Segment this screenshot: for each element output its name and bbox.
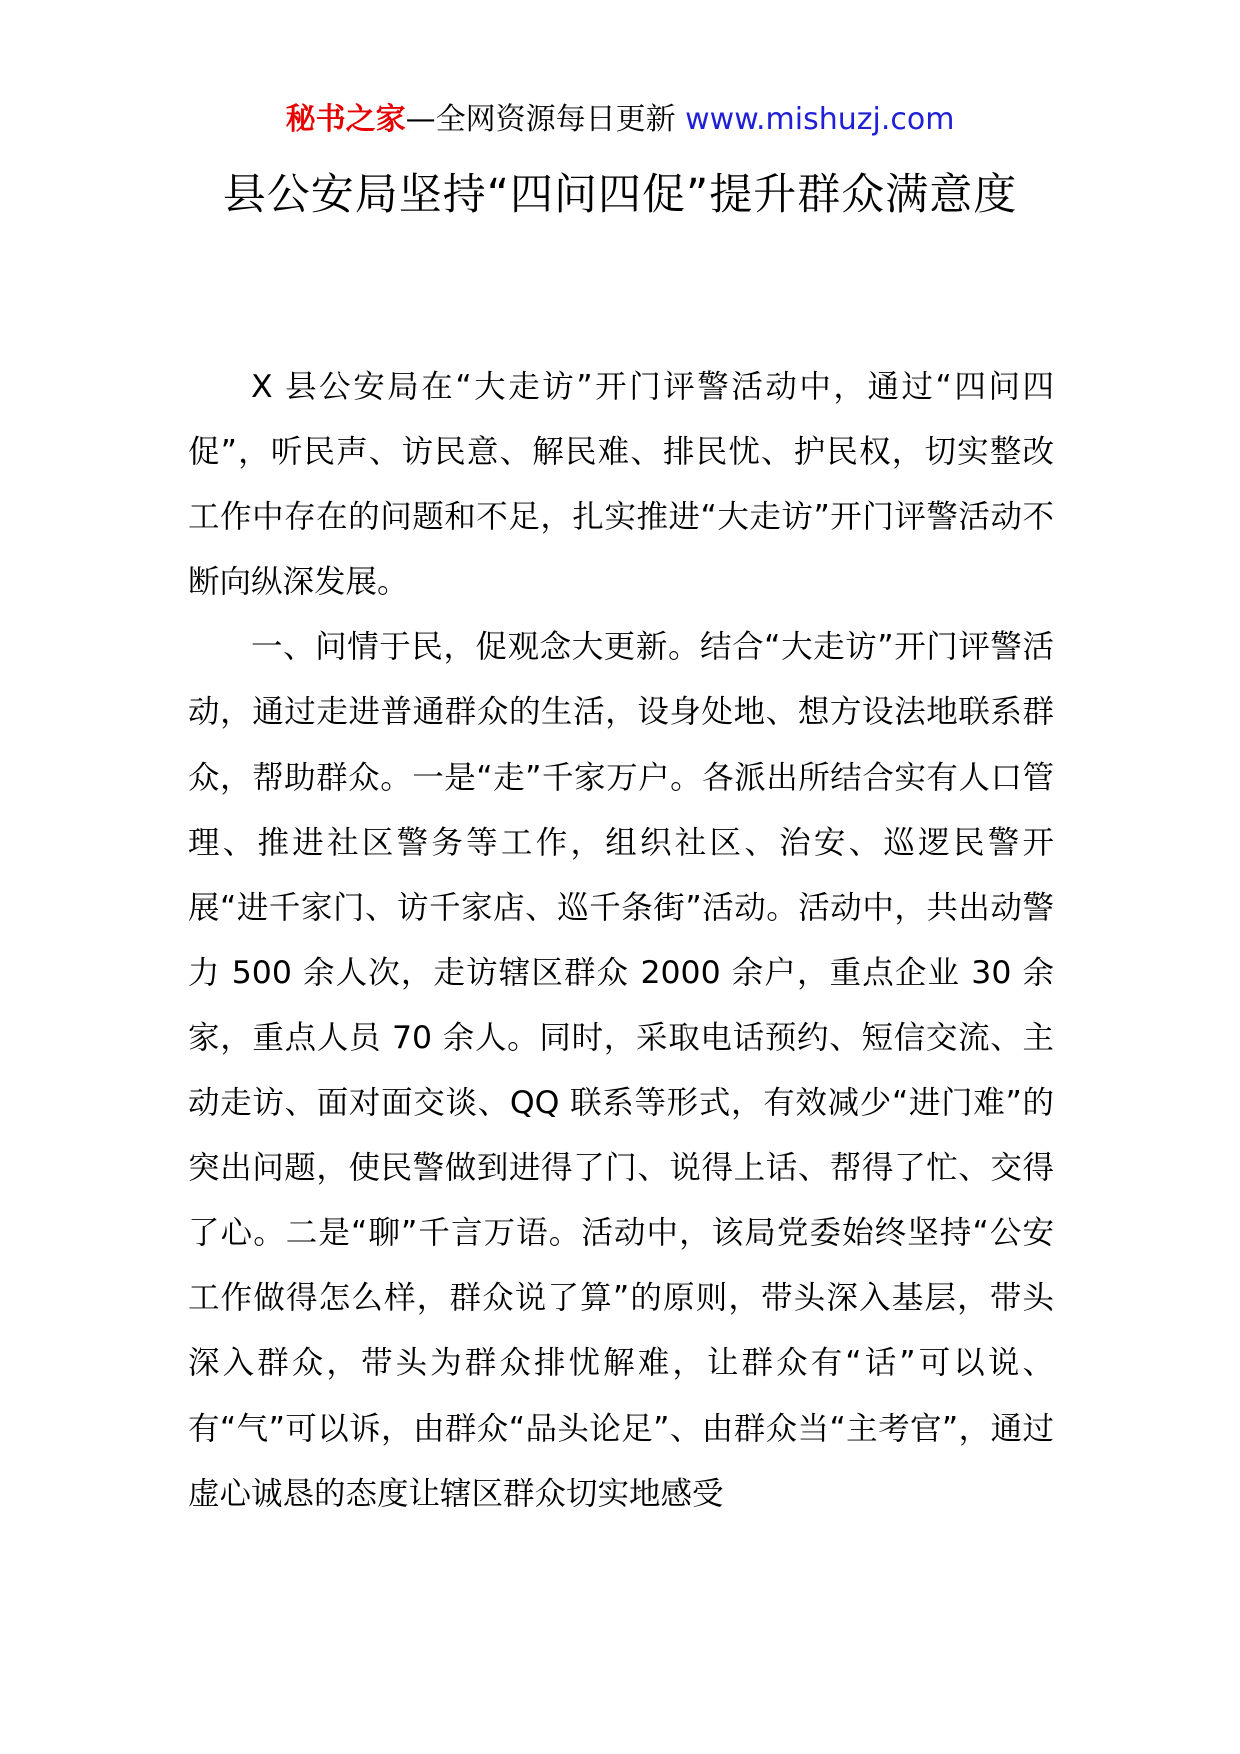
document-title: 县公安局坚持“四问四促”提升群众满意度 <box>222 170 1018 220</box>
paragraph-intro: X 县公安局在“大走访”开门评警活动中，通过“四问四促”，听民声、访民意、解民难、排民忧、护民权，切实整改工作中存在的问题和不足，扎实推进“大走访”开门评警活动不断向纵深发展。 <box>188 369 1054 601</box>
document-body <box>188 355 1054 1527</box>
header-site-link[interactable]: www.mishuzj.com <box>685 102 955 137</box>
header-slogan: —全网资源每日更新 <box>405 102 686 137</box>
header-brand: 秘书之家 <box>285 102 406 137</box>
paragraph-section-one: 一、问情于民，促观念大更新。结合“大走访”开门评警活动，通过走进普通群众的生活，设身处地、想方设法地联系群众，帮助群众。一是“走”千家万户。各派出所结合实有人口管理、推进社区警务等工作，组织社区、治安、巡逻民警开展“进千家门、访千家店、巡千条街”活动。活动中，共出动警力 500 余人次，走访辖区群众 2000 余户，重点企业 30 余家，重点人员 70 余人。同时，采取电话预约、短信交流、主动走访、面对面交谈、QQ 联系等形式，有效减少“进门难”的突出问题，使民警做到进得了门、说得上话、帮得了忙、交得了心。二是“聊”千言万语。活动中，该局党委始终坚持“公安工作做得怎么样，群众说了算”的原则，带头深入基层，带头深入群众，带头为群众排忧解难，让群众有“话”可以说、有“气”可以诉，由群众“品头论足”、由群众当“主考官”，通过虚心诚恳的态度让辖区群众切实地感受 <box>188 629 1054 1512</box>
watermark-header <box>0 100 1240 140</box>
